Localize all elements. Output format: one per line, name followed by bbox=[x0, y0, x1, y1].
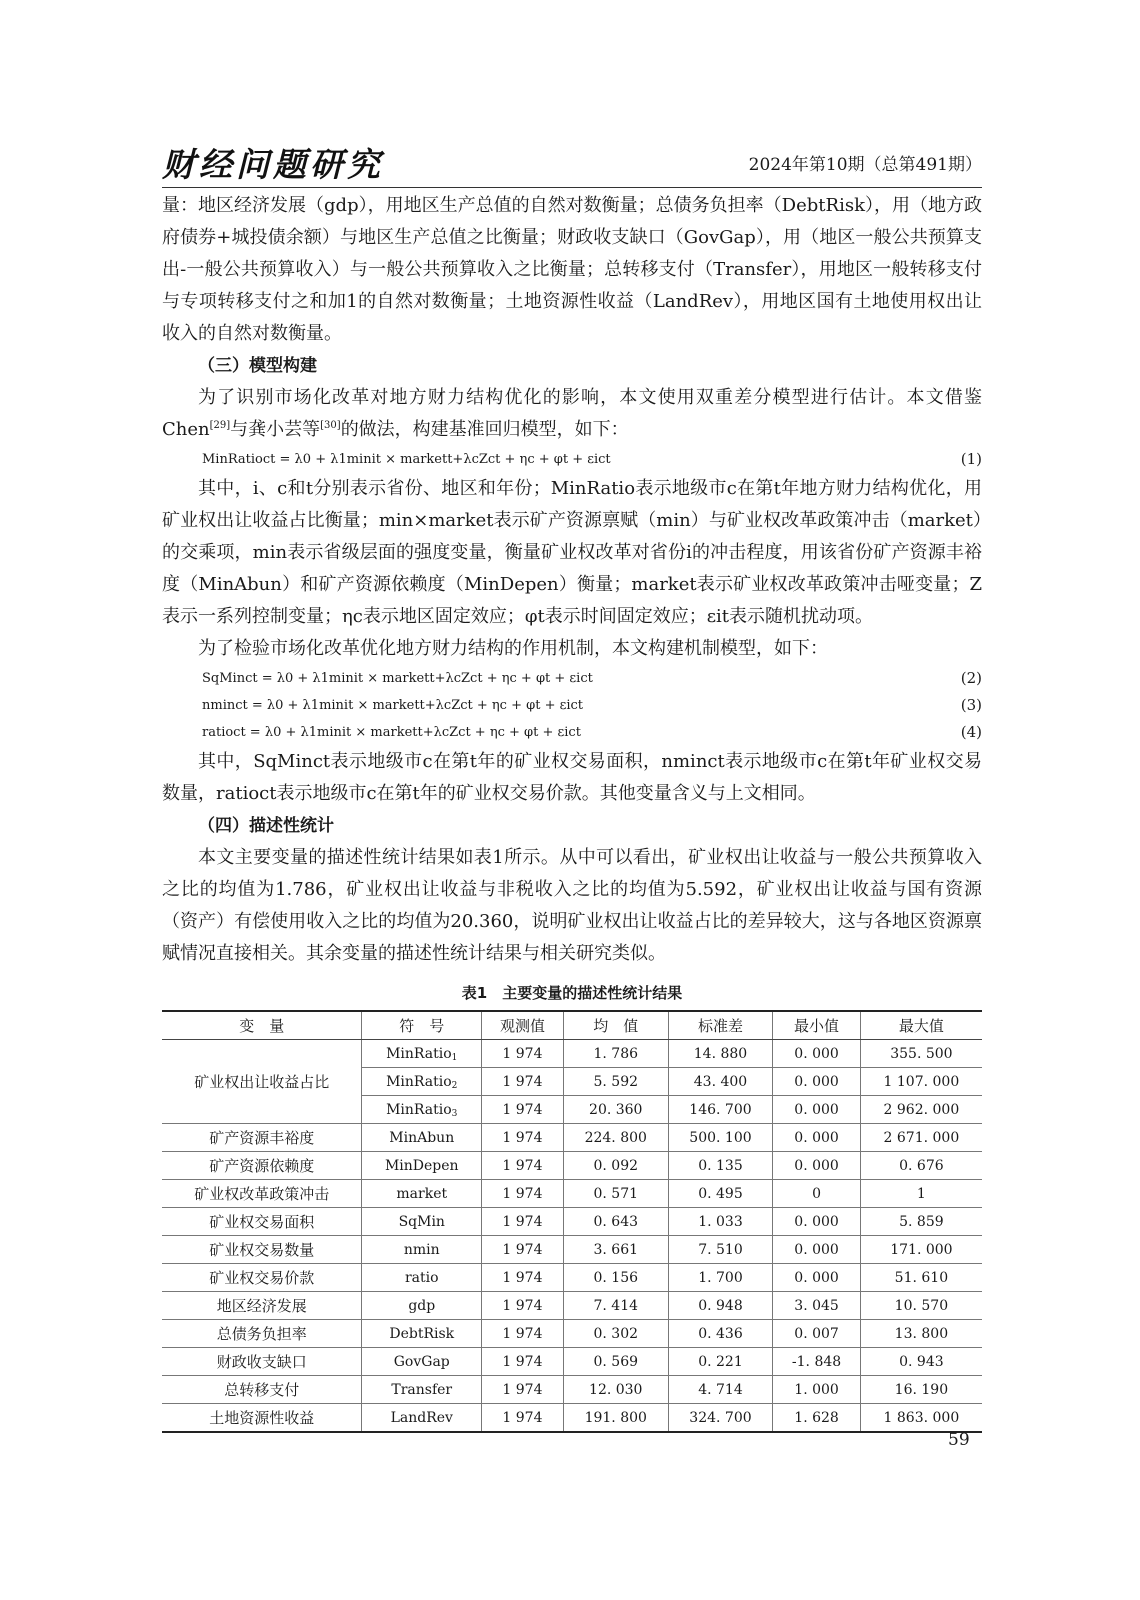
variable-cell: 财政收支缺口 bbox=[162, 1348, 362, 1376]
obs-cell: 1 974 bbox=[482, 1404, 564, 1433]
min-cell: 0. 000 bbox=[773, 1208, 860, 1236]
mean-cell: 0. 092 bbox=[563, 1152, 668, 1180]
page-number: 59 bbox=[948, 1430, 970, 1450]
equation bbox=[162, 692, 982, 719]
symbol-subscript: 2 bbox=[451, 1080, 458, 1091]
max-cell: 51. 610 bbox=[860, 1264, 982, 1292]
symbol-cell: MinDepen bbox=[362, 1152, 482, 1180]
column-header: 最大值 bbox=[860, 1011, 982, 1040]
symbol-cell: SqMin bbox=[362, 1208, 482, 1236]
mean-cell: 0. 302 bbox=[563, 1320, 668, 1348]
min-cell: 3. 045 bbox=[773, 1292, 860, 1320]
sd-cell: 4. 714 bbox=[668, 1376, 773, 1404]
equation-text: SqMinct = λ0 + λ1minit × markett+λcZct + ηc + φt + εict bbox=[202, 671, 593, 686]
table-row bbox=[162, 1320, 982, 1348]
obs-cell: 1 974 bbox=[482, 1320, 564, 1348]
obs-cell: 1 974 bbox=[482, 1124, 564, 1152]
section-heading-descriptive: （四）描述性统计 bbox=[198, 816, 334, 836]
mean-cell: 20. 360 bbox=[563, 1096, 668, 1124]
column-header: 最小值 bbox=[773, 1011, 860, 1040]
equation-number: (4) bbox=[960, 723, 982, 741]
symbol-cell: Transfer bbox=[362, 1376, 482, 1404]
max-cell: 2 671. 000 bbox=[860, 1124, 982, 1152]
paragraph-text: 的做法，构建基准回归模型，如下： bbox=[340, 419, 629, 440]
max-cell: 1 bbox=[860, 1180, 982, 1208]
equation-text: nminct = λ0 + λ1minit × markett+λcZct + ηc + φt + εict bbox=[202, 698, 583, 713]
variable-cell: 矿产资源丰裕度 bbox=[162, 1124, 362, 1152]
variable-cell: 地区经济发展 bbox=[162, 1292, 362, 1320]
mean-cell: 224. 800 bbox=[563, 1124, 668, 1152]
column-header: 观测值 bbox=[482, 1011, 564, 1040]
min-cell: 0. 000 bbox=[773, 1040, 860, 1068]
descriptive-statistics-table bbox=[162, 1010, 982, 1433]
paragraph-model-intro bbox=[162, 382, 982, 446]
table-row bbox=[162, 1264, 982, 1292]
variable-cell: 矿业权改革政策冲击 bbox=[162, 1180, 362, 1208]
sd-cell: 14. 880 bbox=[668, 1040, 773, 1068]
sd-cell: 7. 510 bbox=[668, 1236, 773, 1264]
mean-cell: 0. 643 bbox=[563, 1208, 668, 1236]
symbol-cell bbox=[362, 1068, 482, 1096]
sd-cell: 0. 948 bbox=[668, 1292, 773, 1320]
paragraph-model-explanation: 其中，i、c和t分别表示省份、地区和年份；MinRatio表示地级市c在第t年地方财力结构优化，用矿业权出让收益占比衡量；min×market表示矿产资源禀赋（min）与矿业权改革政策冲击（market）的交乘项，min表示省级层面的强度变量，衡量矿业权改革对省份i的冲击程度，用该省份矿产资源丰裕度（MinAbun）和矿产资源依赖度（MinDepen）衡量；market表示矿业权改革政策冲击哑变量；Z表示一系列控制变量；ηc表示地区固定效应；φt表示时间固定效应；εit表示随机扰动项。 bbox=[162, 478, 982, 627]
obs-cell: 1 974 bbox=[482, 1208, 564, 1236]
sd-cell: 1. 700 bbox=[668, 1264, 773, 1292]
sd-cell: 0. 135 bbox=[668, 1152, 773, 1180]
min-cell: 0. 000 bbox=[773, 1096, 860, 1124]
min-cell: 0. 000 bbox=[773, 1068, 860, 1096]
symbol-cell: DebtRisk bbox=[362, 1320, 482, 1348]
symbol-subscript: 1 bbox=[451, 1052, 458, 1063]
min-cell: 0. 000 bbox=[773, 1264, 860, 1292]
mean-cell: 7. 414 bbox=[563, 1292, 668, 1320]
paragraph-text: 为了识别市场化改革对地方财力结构优化的影响，本文使用双重差分模型进行估计。本文借鉴Chen bbox=[162, 387, 982, 440]
min-cell: 0 bbox=[773, 1180, 860, 1208]
variable-cell: 土地资源性收益 bbox=[162, 1404, 362, 1433]
symbol-cell bbox=[362, 1096, 482, 1124]
symbol-cell bbox=[362, 1040, 482, 1068]
max-cell: 355. 500 bbox=[860, 1040, 982, 1068]
sd-cell: 1. 033 bbox=[668, 1208, 773, 1236]
equation bbox=[162, 719, 982, 746]
obs-cell: 1 974 bbox=[482, 1180, 564, 1208]
header-rule bbox=[162, 187, 982, 188]
max-cell: 5. 859 bbox=[860, 1208, 982, 1236]
journal-logo: 财经问题研究 bbox=[162, 145, 384, 184]
table-row bbox=[162, 1404, 982, 1433]
table-row bbox=[162, 1348, 982, 1376]
variable-cell: 矿产资源依赖度 bbox=[162, 1152, 362, 1180]
mean-cell: 12. 030 bbox=[563, 1376, 668, 1404]
sd-cell: 0. 495 bbox=[668, 1180, 773, 1208]
equation bbox=[162, 446, 982, 473]
mean-cell: 3. 661 bbox=[563, 1236, 668, 1264]
obs-cell: 1 974 bbox=[482, 1292, 564, 1320]
table-row bbox=[162, 1040, 982, 1068]
variable-cell: 总债务负担率 bbox=[162, 1320, 362, 1348]
paragraph-mechanism-intro: 为了检验市场化改革优化地方财力结构的作用机制，本文构建机制模型，如下： bbox=[198, 638, 828, 659]
equation-text: MinRatioct = λ0 + λ1minit × markett+λcZct + ηc + φt + εict bbox=[202, 452, 611, 467]
obs-cell: 1 974 bbox=[482, 1096, 564, 1124]
symbol-cell: GovGap bbox=[362, 1348, 482, 1376]
obs-cell: 1 974 bbox=[482, 1040, 564, 1068]
symbol-base: MinRatio bbox=[386, 1073, 452, 1090]
min-cell: 1. 628 bbox=[773, 1404, 860, 1433]
table-row bbox=[162, 1236, 982, 1264]
paragraph-descriptive: 本文主要变量的描述性统计结果如表1所示。从中可以看出，矿业权出让收益与一般公共预算收入之比的均值为1.786，矿业权出让收益与非税收入之比的均值为5.592，矿业权出让收益与国有资源（资产）有偿使用收入之比的均值为20.360，说明矿业权出让收益占比的差异较大，这与各地区资源禀赋情况直接相关。其余变量的描述性统计结果与相关研究类似。 bbox=[162, 847, 982, 964]
min-cell: 0. 007 bbox=[773, 1320, 860, 1348]
obs-cell: 1 974 bbox=[482, 1152, 564, 1180]
max-cell: 13. 800 bbox=[860, 1320, 982, 1348]
min-cell: -1. 848 bbox=[773, 1348, 860, 1376]
symbol-base: MinRatio bbox=[386, 1045, 452, 1062]
equation-number: (2) bbox=[960, 669, 982, 687]
max-cell: 16. 190 bbox=[860, 1376, 982, 1404]
table-title: 表1 主要变量的描述性统计结果 bbox=[461, 984, 683, 1002]
max-cell: 1 863. 000 bbox=[860, 1404, 982, 1433]
symbol-cell: gdp bbox=[362, 1292, 482, 1320]
symbol-cell: ratio bbox=[362, 1264, 482, 1292]
symbol-base: MinRatio bbox=[386, 1101, 452, 1118]
citation-ref: [30] bbox=[320, 420, 341, 431]
column-header: 标准差 bbox=[668, 1011, 773, 1040]
sd-cell: 0. 221 bbox=[668, 1348, 773, 1376]
variable-cell: 矿业权交易数量 bbox=[162, 1236, 362, 1264]
max-cell: 0. 676 bbox=[860, 1152, 982, 1180]
sd-cell: 0. 436 bbox=[668, 1320, 773, 1348]
symbol-subscript: 3 bbox=[451, 1108, 458, 1119]
section-heading-model: （三）模型构建 bbox=[198, 356, 317, 376]
min-cell: 0. 000 bbox=[773, 1236, 860, 1264]
equation-number: (1) bbox=[960, 450, 982, 468]
max-cell: 0. 943 bbox=[860, 1348, 982, 1376]
table-row bbox=[162, 1208, 982, 1236]
table-row bbox=[162, 1292, 982, 1320]
column-header: 均 值 bbox=[563, 1011, 668, 1040]
mean-cell: 1. 786 bbox=[563, 1040, 668, 1068]
paragraph-mechanism-explanation: 其中，SqMinct表示地级市c在第t年的矿业权交易面积，nminct表示地级市c在第t年矿业权交易数量，ratioct表示地级市c在第t年的矿业权交易价款。其他变量含义与上文相同。 bbox=[162, 751, 982, 804]
mean-cell: 5. 592 bbox=[563, 1068, 668, 1096]
sd-cell: 43. 400 bbox=[668, 1068, 773, 1096]
table-row bbox=[162, 1124, 982, 1152]
min-cell: 0. 000 bbox=[773, 1152, 860, 1180]
symbol-cell: market bbox=[362, 1180, 482, 1208]
obs-cell: 1 974 bbox=[482, 1068, 564, 1096]
paragraph-variables: 量：地区经济发展（gdp），用地区生产总值的自然对数衡量；总债务负担率（DebtRisk），用（地方政府债券+城投债余额）与地区生产总值之比衡量；财政收支缺口（GovGap），用（地区一般公共预算支出-一般公共预算收入）与一般公共预算收入之比衡量；总转移支付（Transfer），用地区一般转移支付与专项转移支付之和加1的自然对数衡量；土地资源性收益（LandRev），用地区国有土地使用权出让收入的自然对数衡量。 bbox=[162, 195, 982, 344]
obs-cell: 1 974 bbox=[482, 1236, 564, 1264]
equation-number: (3) bbox=[960, 696, 982, 714]
column-header: 变 量 bbox=[162, 1011, 362, 1040]
max-cell: 2 962. 000 bbox=[860, 1096, 982, 1124]
mean-cell: 0. 569 bbox=[563, 1348, 668, 1376]
table-row bbox=[162, 1180, 982, 1208]
symbol-cell: nmin bbox=[362, 1236, 482, 1264]
page-header bbox=[162, 145, 982, 185]
variable-cell: 矿业权交易价款 bbox=[162, 1264, 362, 1292]
sd-cell: 146. 700 bbox=[668, 1096, 773, 1124]
symbol-cell: MinAbun bbox=[362, 1124, 482, 1152]
min-cell: 1. 000 bbox=[773, 1376, 860, 1404]
issue-info: 2024年第10期（总第491期） bbox=[748, 155, 982, 175]
equation-text: ratioct = λ0 + λ1minit × markett+λcZct + ηc + φt + εict bbox=[202, 725, 581, 740]
equation bbox=[162, 665, 982, 692]
table-row bbox=[162, 1376, 982, 1404]
table-header-row bbox=[162, 1011, 982, 1040]
max-cell: 1 107. 000 bbox=[860, 1068, 982, 1096]
paragraph-text: 与龚小芸等 bbox=[230, 419, 321, 440]
variable-group-cell: 矿业权出让收益占比 bbox=[162, 1040, 362, 1124]
obs-cell: 1 974 bbox=[482, 1376, 564, 1404]
max-cell: 171. 000 bbox=[860, 1236, 982, 1264]
variable-cell: 总转移支付 bbox=[162, 1376, 362, 1404]
article-body bbox=[162, 190, 982, 970]
max-cell: 10. 570 bbox=[860, 1292, 982, 1320]
obs-cell: 1 974 bbox=[482, 1264, 564, 1292]
column-header: 符 号 bbox=[362, 1011, 482, 1040]
min-cell: 0. 000 bbox=[773, 1124, 860, 1152]
variable-cell: 矿业权交易面积 bbox=[162, 1208, 362, 1236]
mean-cell: 0. 156 bbox=[563, 1264, 668, 1292]
symbol-cell: LandRev bbox=[362, 1404, 482, 1433]
mean-cell: 0. 571 bbox=[563, 1180, 668, 1208]
sd-cell: 500. 100 bbox=[668, 1124, 773, 1152]
sd-cell: 324. 700 bbox=[668, 1404, 773, 1433]
table-row bbox=[162, 1152, 982, 1180]
mean-cell: 191. 800 bbox=[563, 1404, 668, 1433]
obs-cell: 1 974 bbox=[482, 1348, 564, 1376]
citation-ref: [29] bbox=[209, 420, 231, 431]
